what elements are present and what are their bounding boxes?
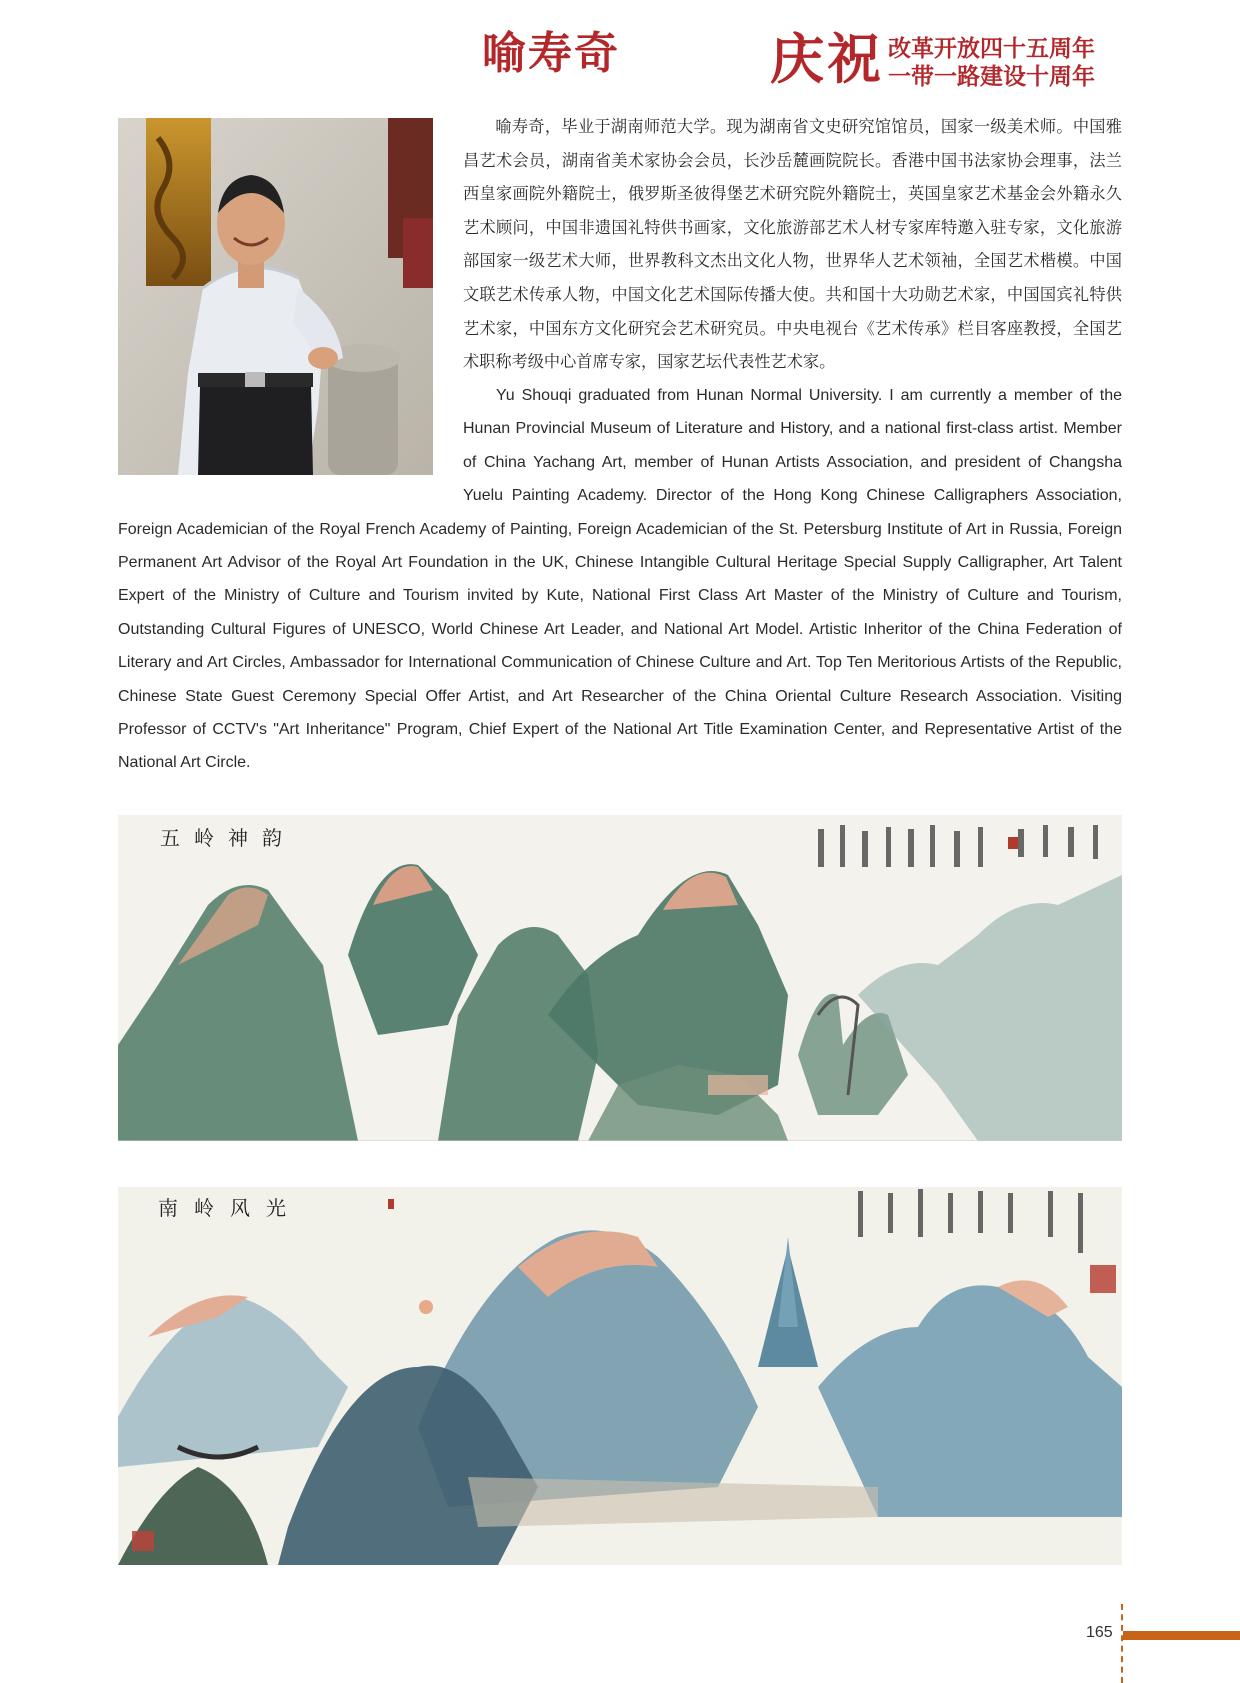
- bio-chinese-paragraph: 喻寿奇，毕业于湖南师范大学。现为湖南省文史研究馆馆员，国家一级美术师。中国雅昌艺术会员，湖南省美术家协会会员，长沙岳麓画院院长。香港中国书法家协会理事，法兰西皇家画院外籍院士，俄罗斯圣彼得堡艺术研究院外籍院士，英国皇家艺术基金会外籍永久艺术顾问，中国非遗国礼特供书画家，文化旅游部艺术人材专家库特邀入驻专家，文化旅游部国家一级艺术大师，世界教科文杰出文化人物，世界华人艺术领袖，全国艺术楷模。中国文联艺术传承人物，中国文化艺术国际传播大使。共和国十大功勋艺术家，中国国宾礼特供艺术家，中国东方文化研究会艺术研究员。中央电视台《艺术传承》栏目客座教授，全国艺术职称考级中心首席专家，国家艺坛代表性艺术家。: [463, 117, 1122, 372]
- painting-2-title: 南岭风光: [158, 1196, 302, 1220]
- page-number: 165: [1086, 1624, 1113, 1641]
- seal-stamp: [1090, 1265, 1116, 1293]
- anniversary-caption: [888, 35, 1118, 91]
- sun: [419, 1300, 433, 1314]
- seal-stamp-bottom: [132, 1531, 154, 1551]
- landscape-painting-1: [118, 815, 1122, 1141]
- artist-name-title: 喻寿奇: [482, 28, 620, 79]
- seal-mark-small: [388, 1199, 394, 1209]
- bio-english-text: Yu Shouqi graduated from Hunan Normal University. I am currently a member of the Hunan Provincial Museum of Literature and History, and a national first-class artist. Member of China Yachang Art, member of Hunan Artists Association, and president of Changsha Yuelu Painting Academy. Director of the Hong Kong Chinese Calligraphers Association, Foreign Academician of the Royal French Academy of Painting, Foreign Academician of the St. Petersburg Institute of Art in Russia, Foreign Permanent Art Advisor of the Royal Art Foundation in the UK, Chinese Intangible Cultural Heritage Special Supply Calligrapher, Art Talent Expert of the Ministry of Culture and Tourism invited by Kute, National First Class Art Master of the Ministry of Culture and Tourism, Outstanding Cultural Figures of UNESCO, World Chinese Art Leader, and National Art Model. Artistic Inheritor of the China Federation of Literary and Art Circles, Ambassador for International Communication of Chinese Culture and Art. Top Ten Meritorious Artists of the Republic, Chinese State Guest Ceremony Special Offer Artist, and Art Researcher of the China Oriental Culture Research Association. Visiting Professor of CCTV's "Art Inheritance" Program, Chief Expert of the National Art Title Examination Center, and Representative Artist of the National Art Circle.: [118, 387, 1122, 772]
- painting-1-title: 五岭神韵: [160, 826, 296, 850]
- seal-mark: [1008, 837, 1018, 849]
- anniversary-line-1: 改革开放四十五周年: [888, 35, 1095, 62]
- celebrate-heading: 庆祝: [770, 27, 884, 91]
- bio-english-paragraph: [118, 379, 1122, 780]
- landscape-painting-2: [118, 1187, 1122, 1565]
- page-accent-bar: [1123, 1631, 1240, 1640]
- anniversary-line-2: 一带一路建设十周年: [888, 63, 1095, 90]
- page-dashed-divider: [1121, 1604, 1123, 1683]
- photo-wrap-spacer: [118, 379, 463, 503]
